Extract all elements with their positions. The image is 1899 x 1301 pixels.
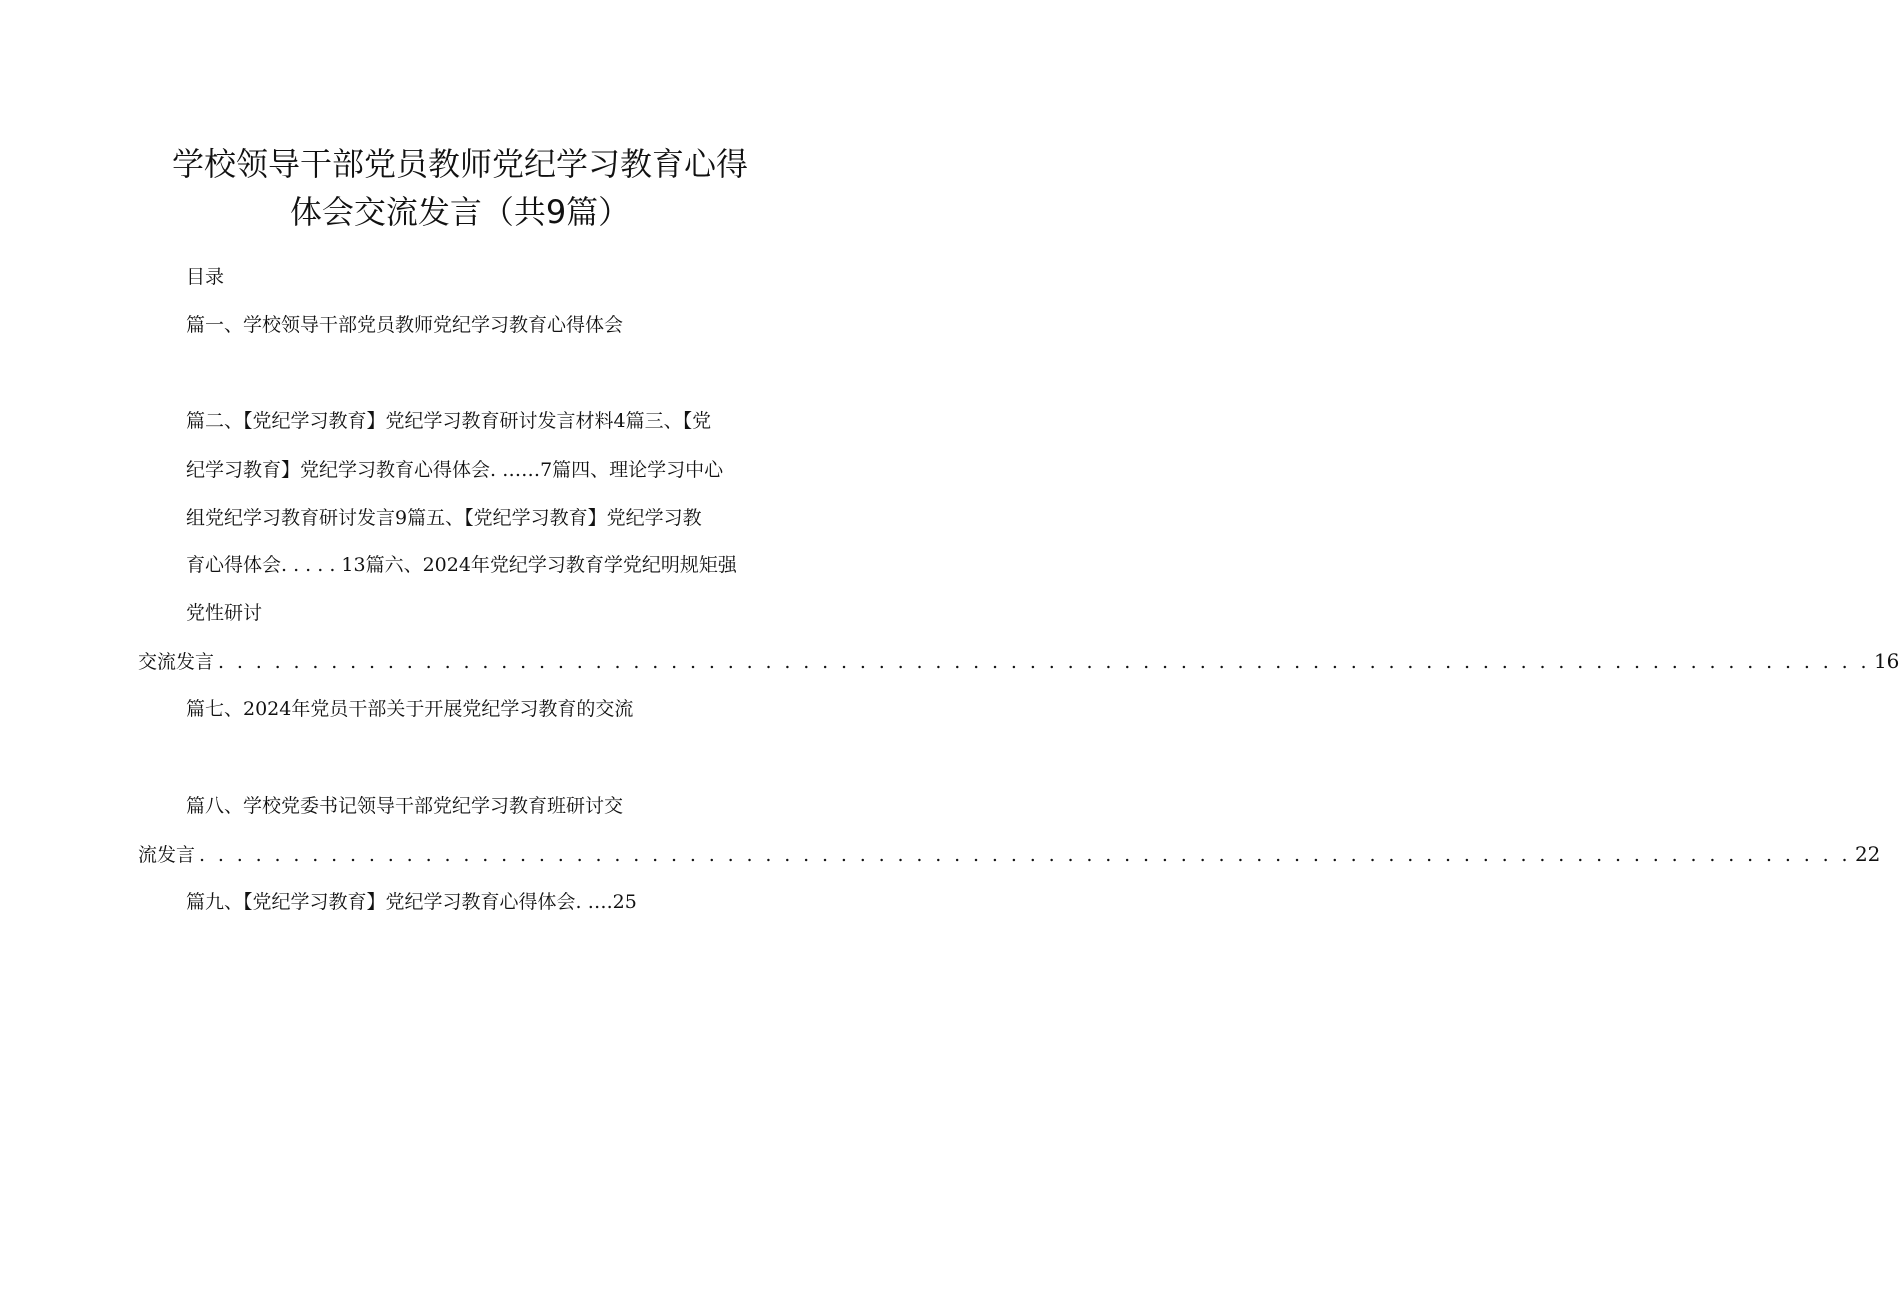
toc-entry-9: 篇九、【党纪学习教育】党纪学习教育心得体会. ….25 <box>186 891 637 913</box>
toc-paragraph-line-4: 育心得体会. . . . . 13篇六、2024年党纪学习教育学党纪明规矩强 <box>186 554 737 576</box>
toc-paragraph-line-2: 纪学习教育】党纪学习教育心得体会. ……7篇四、理论学习中心 <box>186 459 724 481</box>
toc-heading: 目录 <box>186 266 225 288</box>
toc-paragraph-line-1: 篇二、【党纪学习教育】党纪学习教育研讨发言材料4篇三、【党 <box>186 410 712 432</box>
document-title-line-1: 学校领导干部党员教师党纪学习教育心得 <box>171 145 748 183</box>
toc-leader-dots: . . . . . . . . . . . . . . . . . . . . . . . . . . . . . . . . . . . . . . . . . . . . . . . . . . . . . . . . . . . . . . . . . . . . . . . . . . . . . . . . . . . . . . . . <box>199 844 1851 866</box>
toc-leader-row-22 <box>138 839 1881 869</box>
toc-entry-1: 篇一、学校领导干部党员教师党纪学习教育心得体会 <box>186 314 624 336</box>
toc-paragraph-line-5: 党性研讨 <box>186 602 263 624</box>
toc-page-number: 22 <box>1854 842 1881 866</box>
toc-leader-label: 流发言 <box>138 844 196 866</box>
toc-leader-dots: . . . . . . . . . . . . . . . . . . . . . . . . . . . . . . . . . . . . . . . . . . . . . . . . . . . . . . . . . . . . . . . . . . . . . . . . . . . . . . . . . . . . . . . . <box>218 651 1870 673</box>
toc-leader-label: 交流发言 <box>138 651 215 673</box>
toc-entry-8-line-1: 篇八、学校党委书记领导干部党纪学习教育班研讨交 <box>186 795 624 817</box>
toc-paragraph-line-3: 组党纪学习教育研讨发言9篇五、【党纪学习教育】党纪学习教 <box>186 507 702 529</box>
toc-leader-row-16 <box>138 646 1899 676</box>
toc-page-number: 16 <box>1873 649 1899 673</box>
toc-entry-7: 篇七、2024年党员干部关于开展党纪学习教育的交流 <box>186 698 634 720</box>
document-title-line-2: 体会交流发言（共9篇） <box>289 193 631 231</box>
